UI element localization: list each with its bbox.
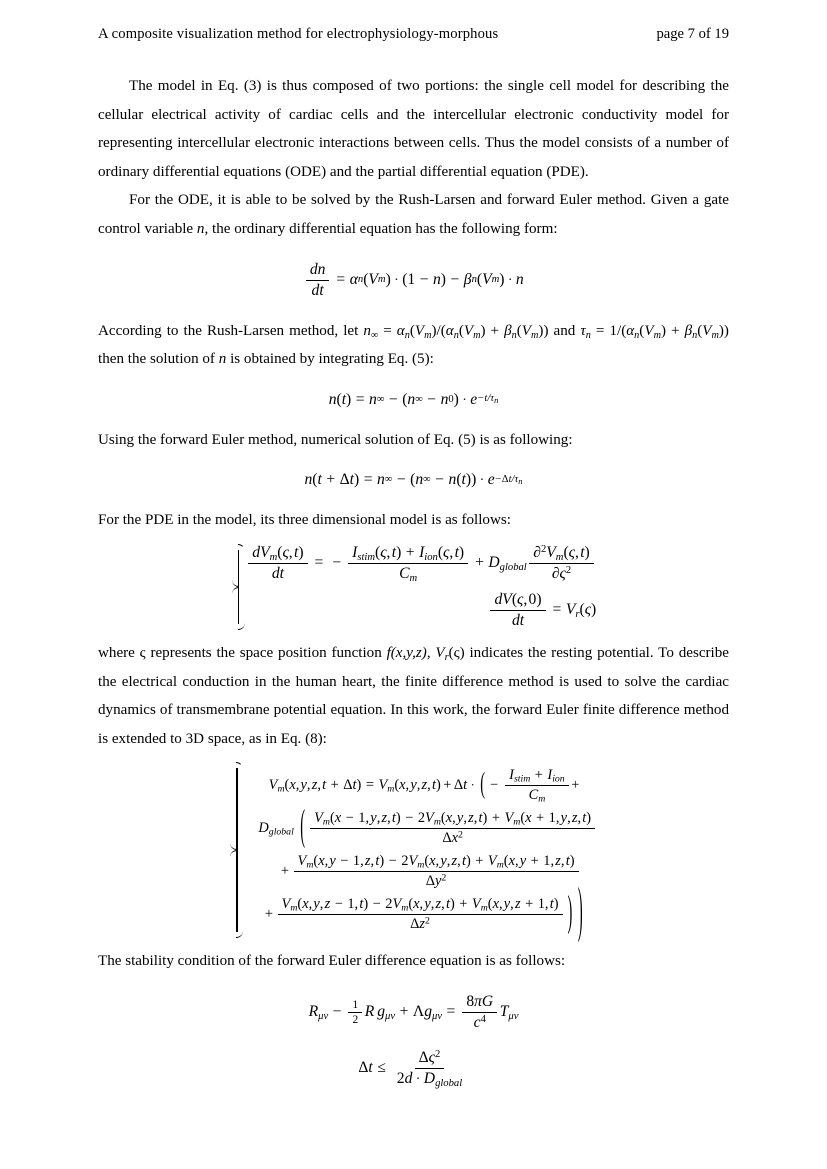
n-zero: n [440,390,449,408]
fd-line-3: + $\frac{V_m(x, y - 1, z, t) - 2V_m(x, y, z, t) + V_m(x, y + 1, z, t)}{\Delta y^2}$ [250,853,597,890]
frac-denominator: dt [311,281,324,299]
dV-zero-dt-fraction: $\frac{dV(\varsigma, 0)}{dt}$ [490,591,545,630]
ricci-tensor: $R_{\mu\nu}$ [308,1003,329,1023]
Vm-next-timestep: $V_m(x$, y, z, t + Δt) [268,777,362,796]
equation-stability-condition: Δ t ≤ $\frac{\Delta\varsigma^2}{2d \cdot D_{global}}$ [98,1049,729,1088]
open-paren-outer: ( [480,768,486,802]
ode-intro-text-a: For the ODE, it is able to be solved by the Rush-Larsen and forward Euler method. Given a gate control variable [98,192,729,237]
running-head-title: A composite visualization method for electrophysiology-morphous [98,26,499,42]
inline-equals-2: = [595,322,605,339]
ode-intro-text-b: , the ordinary differential equation has the following form: [204,220,558,237]
rl-tail-var: n [218,351,227,368]
stress-energy-tensor: $T_{\mu\nu}$ [499,1003,519,1023]
alpha-symbol: α [349,271,358,289]
close-paren-inner: ) [567,889,573,938]
derivative-dn-dt [306,261,330,300]
rl-tail-b: is obtained by integrating Eq. (5): [230,351,434,368]
D-global-symbol: $D_{global}$ [488,554,527,574]
one-half-fraction: $\frac{1}{2}$ [348,999,362,1026]
function-args-xyz: (x,y,z), [390,644,431,661]
metric-tensor-1: $g_{\mu\nu}$ [377,1003,396,1023]
page-folio: page 7 of 19 [656,26,729,42]
n-symbol-1: n [433,271,441,289]
exponential-e: e [470,390,478,408]
open-paren-inner: ( [300,803,306,852]
cdot-1: · [394,272,399,288]
system-left-brace [231,544,246,630]
x-second-difference: $\frac{V_m(x - 1, y, z, t) - 2V_m(x, y, z, t) + V_m(x + 1, y, z, t)}{\Delta x^2}$ [310,810,595,847]
cdot-2: · [507,272,513,288]
minus-sign-1: − [419,271,429,289]
currents-over-Cm-fraction: $\frac{I_{stim}(\varsigma, t) + I_{ion}(\varsigma, t)}{C_m}$ [348,544,468,583]
inline-Vr: $V_r(\varsigma)$ [435,644,465,663]
Vm-current: $V_m(x$, y, z, t) [378,777,441,796]
n-of-t: n [328,390,337,408]
paragraph-stability-condition-intro: The stability condition of the forward Euler difference equation is as follows: [98,953,566,970]
D-global-fd: $D_{global}$ [258,820,294,839]
less-than-or-equal-sign: ≤ [377,1059,386,1077]
numeral-one: 1 [407,271,416,289]
equation-einstein-field: $R_{\mu\nu}$ − $\frac{1}{2}$ R $g_{\mu\nu}$ + Λ $g_{\mu\nu}$ = $\frac{8\pi G}{c^4}$ $T_{\mu\nu}$ [308,992,519,1031]
delta-symbol-1: Δ [339,471,350,489]
inline-plus-2: + [666,322,685,339]
equals-sign: = [336,271,346,289]
pde-system-wrapper [231,544,596,630]
delta-symbol-stability: Δ [358,1059,369,1077]
ricci-scalar: R [364,1003,375,1021]
frac-numerator: dn [306,261,330,281]
rl-conjunction: and [553,322,576,339]
dVm-dt-fraction: $\frac{dV_m(\varsigma, t)}{dt}$ [248,544,307,583]
inline-beta-n-Vm-2: $\beta_n(V_m)$) [684,322,729,341]
fd-system-left-brace [229,762,244,938]
minus-sign-2: − [450,271,460,289]
rl-lead-text: According to the Rush-Larsen method, let [98,322,359,339]
close-paren-outer: ) [577,878,583,948]
paragraph-model-composition: The model in Eq. (3) is thus composed of two portions: the single cell model for describing the cellular electrical activity of cardiac cells and the intercellular electronic conductivity model for representing intercellular electronic interactions between cells. Thus the model consists of a number of ordinary differential equations (ODE) and the partial differential equation (PDE). [98,78,729,180]
pde-system-rows [246,544,596,630]
n-infinity-2: n [407,390,416,408]
document-page [98,0,729,1169]
second-partial-fraction: $\frac{\partial^2V_m(\varsigma, t)}{\partial\varsigma^2}$ [529,544,593,583]
V-symbol: V [368,271,378,289]
inline-equals-1: = [383,322,392,339]
function-f-symbol: f [386,644,391,661]
z-second-difference: $\frac{V_m(x, y, z - 1, t) - 2V_m(x, y, z, t) + V_m(x, y, z + 1, t)}{\Delta z^2}$ [278,896,563,933]
currents-over-Cm-fd: $\frac{I_{stim} + I_{ion}}{C_m}$ [505,767,569,804]
fd-line-2 [250,803,597,852]
gate-variable-symbol: n [196,220,205,237]
paragraph-forward-euler-intro: Using the forward Euler method, numerical solution of Eq. (5) is as following: [98,431,573,448]
equation-rush-larsen-solution: n ( t ) = n ∞ − ( n ∞ − n 0 ) · e $-t/\tau_n$ [328,390,499,408]
n-symbol-2: n [515,271,524,289]
equation-gate-variable-ode: $\frac{dn}{dt}$ = α n ( V m ) · ( 1 − n ) − β n ( V m ) · n [98,261,729,300]
rl-tail-a: then the solution of [98,351,215,368]
paragraph-pde-intro: For the PDE in the model, its three dimensional model is as follows: [98,512,511,529]
equation-forward-euler-solution: n ( t + Δ t ) = n ∞ − ( n ∞ − n ( t ) ) · e $-\Delta t/\tau_n$ [304,471,523,489]
stability-bound-fraction: $\frac{\Delta\varsigma^2}{2d \cdot D_{global}}$ [396,1048,463,1089]
fd-system-rows [244,762,597,948]
inline-n-infinity: $n_\infty$ [363,322,379,341]
paragraph-space-position-description [98,639,729,753]
leading-minus: − [332,554,342,572]
fd-system-wrapper [229,762,597,948]
beta-symbol: β [463,271,472,289]
fd-line-1: $V_m(x$, y, z, t + Δt) = $V_m(x$, y, z, t) + Δ t · ( − $\frac{I_{stim} + I_{ion}}{C_m}$ + [268,767,580,806]
resting-potential-Vr: $V_r(\varsigma)$ [565,601,597,621]
inline-alpha-n-Vm: $\alpha_n(V_m)/(\alpha_n(V_m)$ [396,322,486,341]
paragraph-ode-intro [98,186,729,243]
equation-pde-system [98,544,729,630]
cosmological-constant: Λ [412,1003,425,1021]
einstein-constant-fraction: $\frac{8\pi G}{c^4}$ [462,993,497,1032]
p6-text-a: where ς represents the space position function [98,644,382,661]
paragraph-rush-larsen-definitions [98,317,729,374]
running-head [98,0,729,43]
exponent-delta-t-tau: $-\Delta t/\tau_n$ [494,473,523,486]
pde-line-1: $\frac{dV_m(\varsigma, t)}{dt}$ = − $\frac{I_{stim}(\varsigma, t) + I_{ion}(\varsigma, t)}{C_m}$ + $D_{global}$ $\frac{\partial^2V_m(\varsigma, t)}{\partial\varsigma^2}$ [246,544,596,583]
p6-text-b: indicates the resting potential. To describe the electrical conduction in the human heart, the finite difference method is used to solve the cardiac dynamics of transmembrane potential equation. In this work, the forward Euler finite difference method is extended to 3D space, as in Eq. (8): [98,644,729,747]
metric-tensor-2: $g_{\mu\nu}$ [424,1003,443,1023]
n-infinity-1: n [369,390,377,408]
exponent-expression: $-t/\tau_n$ [477,393,499,406]
inline-one-over: $1/(\alpha_n(V_m)$ [609,322,666,341]
y-second-difference: $\frac{V_m(x, y - 1, z, t) - 2V_m(x, y, z, t) + V_m(x, y + 1, z, t)}{\Delta y^2}$ [294,853,579,890]
fd-line-4: + $\frac{V_m(x, y, z - 1, t) - 2V_m(x, y, z, t) + V_m(x, y, z + 1, t)}{\Delta z^2}$ ) ) [250,896,597,933]
inline-beta-n-Vm: $\beta_n(V_m)$) [504,322,549,341]
pde-line-2: $\frac{dV(\varsigma, 0)}{dt}$ = $V_r(\varsigma)$ [246,591,596,630]
V-symbol-2: V [482,271,492,289]
inline-tau-n: $\tau_n$ [580,322,591,341]
equation-finite-difference-3d [98,762,729,948]
inline-plus-1: + [490,322,500,339]
